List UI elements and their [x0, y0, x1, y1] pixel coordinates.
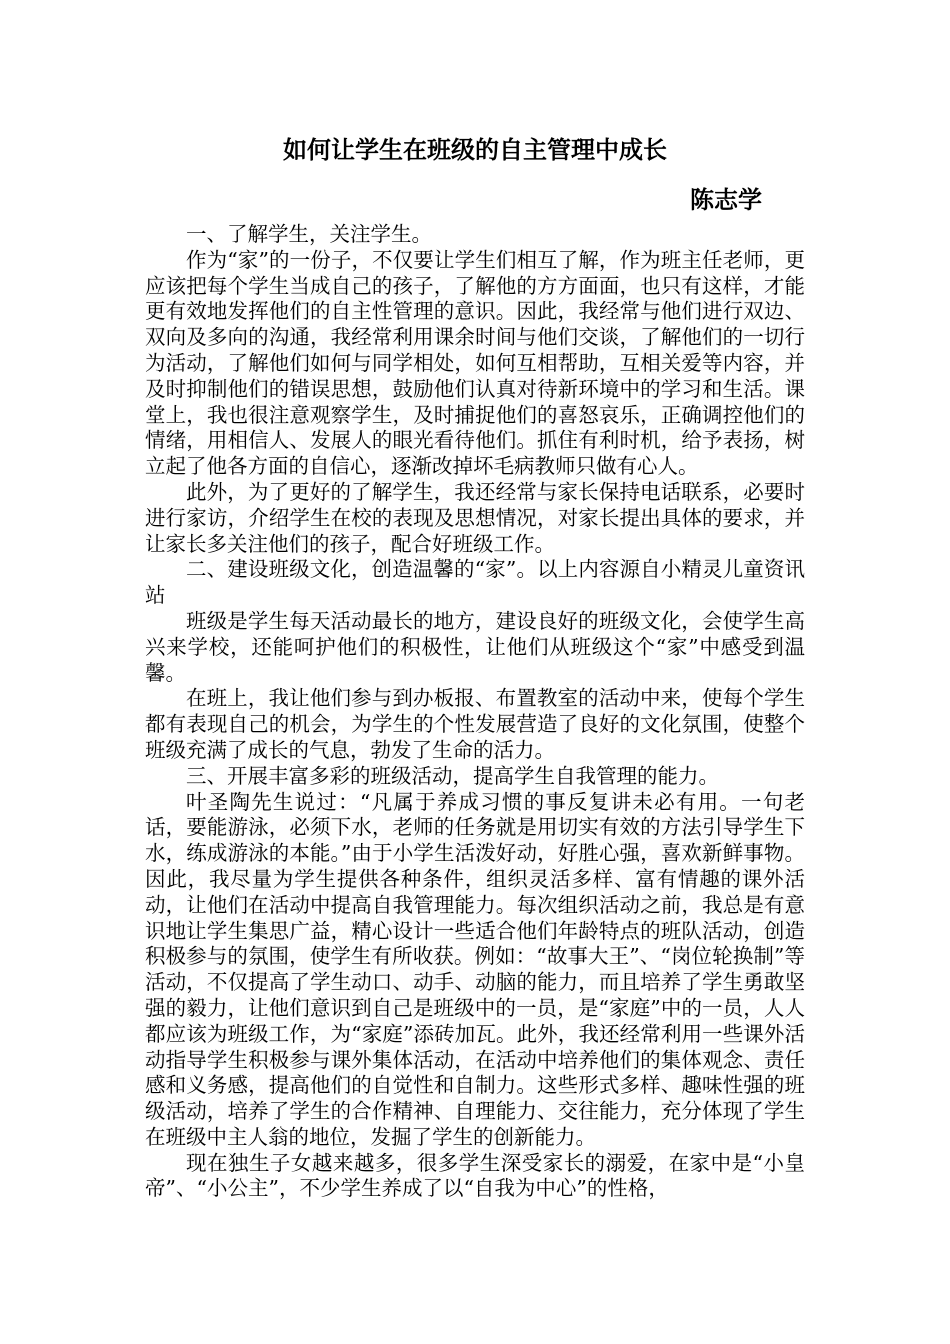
- section-heading-2: 二、建设班级文化，创造温馨的“家”。以上内容源自小精灵儿童资讯站: [145, 557, 805, 608]
- section-heading-1: 一、了解学生，关注学生。: [186, 222, 432, 246]
- body-paragraph: 现在独生子女越来越多，很多学生深受家长的溺爱，在家中是“小皇帝”、“小公主”，不少学生养成了以“自我为中心”的性格，: [145, 1150, 805, 1201]
- body-paragraph: 叶圣陶先生说过：“凡属于养成习惯的事反复讲未必有用。一句老话，要能游泳，必须下水，老师的任务就是用切实有效的方法引导学生下水，练成游泳的本能。”由于小学生活泼好动，好胜心强，喜欢新鲜事物。因此，我尽量为学生提供各种条件，组织灵活多样、富有情趣的课外活动，让他们在活动中提高自我管理能力。每次组织活动之前，我总是有意识地让学生集思广益，精心设计一些适合他们年龄特点的班队活动，创造积极参与的氛围，使学生有所收获。例如：“故事大王”、“岗位轮换制”等活动，不仅提高了学生动口、动手、动脑的能力，而且培养了学生勇敢坚强的毅力，让他们意识到自己是班级中的一员，是“家庭”中的一员，人人都应该为班级工作，为“家庭”添砖加瓦。此外，我还经常利用一些课外活动指导学生积极参与课外集体活动，在活动中培养他们的集体观念、责任感和义务感，提高他们的自觉性和自制力。这些形式多样、趣味性强的班级活动，培养了学生的合作精神、自理能力、交往能力，充分体现了学生在班级中主人翁的地位，发掘了学生的创新能力。: [145, 789, 805, 1149]
- author-name: 陈志学: [690, 186, 762, 214]
- body-paragraph: 班级是学生每天活动最长的地方，建设良好的班级文化，会使学生高兴来学校，还能呵护他们的积极性，让他们从班级这个“家”中感受到温馨。: [145, 608, 805, 685]
- body-paragraph: 作为“家”的一份子，不仅要让学生们相互了解，作为班主任老师，更应该把每个学生当成自己的孩子，了解他的方方面面，也只有这样，才能更有效地发挥他们的自主性管理的意识。因此，我经常与他们进行双边、双向及多向的沟通，我经常利用课余时间与他们交谈，了解他们的一切行为活动，了解他们如何与同学相处，如何互相帮助，互相关爱等内容，并及时抑制他们的错误思想，鼓励他们认真对待新环境中的学习和生活。课堂上，我也很注意观察学生，及时捕捉他们的喜怒哀乐，正确调控他们的情绪，用相信人、发展人的眼光看待他们。抓住有利时机，给予表扬，树立起了他各方面的自信心，逐渐改掉坏毛病教师只做有心人。: [145, 247, 805, 479]
- section-heading-3: 三、开展丰富多彩的班级活动，提高学生自我管理的能力。: [186, 763, 719, 788]
- body-paragraph: 在班上，我让他们参与到办板报、布置教室的活动中来，使每个学生都有表现自己的机会，为学生的个性发展营造了良好的文化氛围，使整个班级充满了成长的气息，勃发了生命的活力。: [145, 686, 805, 762]
- document-title: 如何让学生在班级的自主管理中成长: [283, 136, 667, 164]
- document-body: [145, 222, 805, 1202]
- body-paragraph: 此外，为了更好的了解学生，我还经常与家长保持电话联系，必要时进行家访，介绍学生在校的表现及思想情况，对家长提出具体的要求，并让家长多关注他们的孩子，配合好班级工作。: [145, 479, 805, 556]
